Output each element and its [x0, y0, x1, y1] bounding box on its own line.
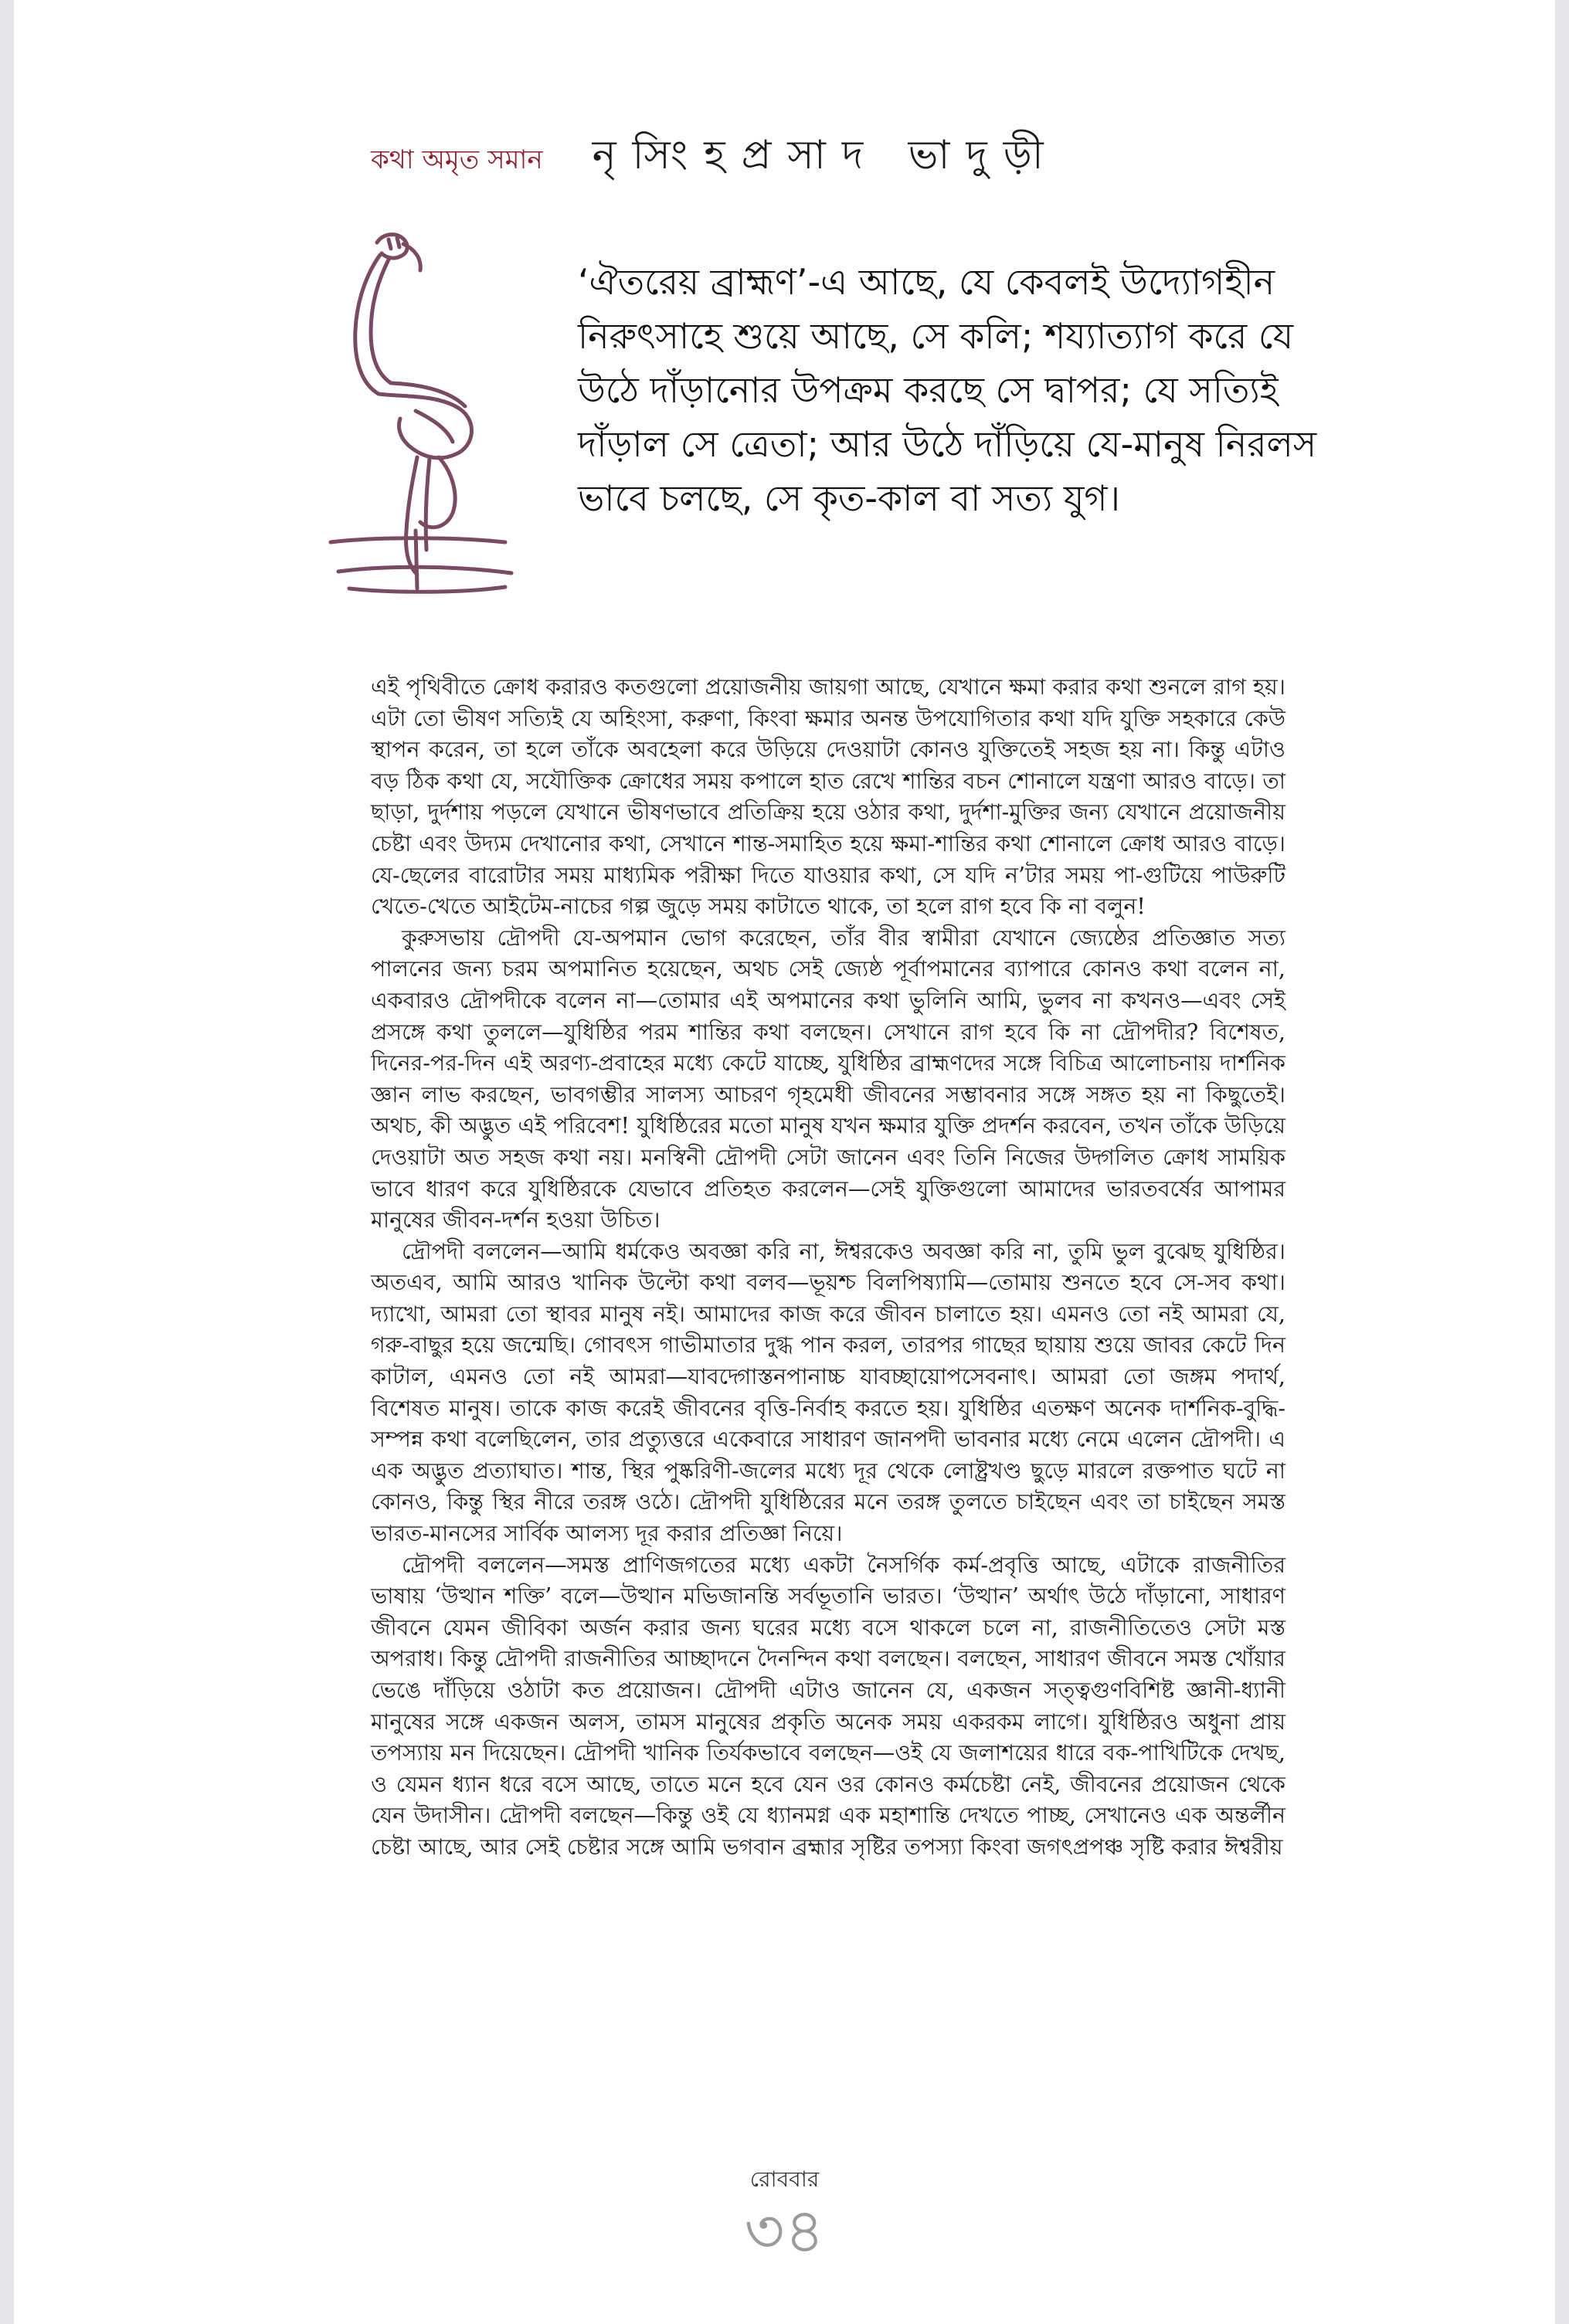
body-paragraph-4: দ্রৌপদী বললেন—সমস্ত প্রাণিজগতের মধ্যে একটা নৈসর্গিক কর্ম-প্রবৃত্তি আছে, এটাকে রাজনীতির ভাষায় ‘উত্থান শক্তি’ বলে—উত্থান মভিজানন্তি সর্বভূতানি ভারত। ‘উত্থান’ অর্থাৎ উঠে দাঁড়ানো, সাধারণ জীবনে যেমন জীবিকা অর্জন করার জন্য ঘরের মধ্যে বসে থাকলে চলে না, রাজনীতিতেও সেটা মস্ত অপরাধ। কিন্তু দ্রৌপদী রাজনীতির আচ্ছাদনে দৈনন্দিন কথা বলছেন। বলছেন, সাধারণ জীবনে সমস্ত খোঁয়ার ভেঙে দাঁড়িয়ে ওঠাটা কত প্রয়োজন। দ্রৌপদী এটাও জানেন যে, একজন সত্ত্বগুণবিশিষ্ট জ্ঞানী-ধ্যানী মানুষের সঙ্গে একজন অলস, তামস মানুষের প্রকৃতি অনেক সময় একরকম লাগে। যুধিষ্ঠিরও অধুনা প্রায় তপস্যায় মন দিয়েছেন। দ্রৌপদী খানিক তির্যকভাবে বলছেন—ওই যে জলাশয়ের ধারে বক-পাখিটিকে দেখছ, ও যেমন ধ্যান ধরে বসে আছে, তাতে মনে হবে যেন ওর কোনও কর্মচেষ্টা নেই, জীবনের প্রয়োজন থেকে যেন উদাসীন। দ্রৌপদী বলছেন—কিন্তু ওই যে ধ্যানমগ্ন এক মহাশান্তি দেখতে পাচ্ছ, সেখানেও এক অন্তর্লীন চেষ্টা আছে, আর সেই চেষ্টার সঙ্গে আমি ভগবান ব্রহ্মার সৃষ্টির তপস্যা কিংবা জগৎপ্রপঞ্চ সৃষ্টি করার ঈশ্বরীয়: [371, 1552, 1285, 1860]
page-footer: [14, 2163, 1555, 2267]
page-number: ৩৪: [744, 2195, 825, 2267]
magazine-page: [14, 0, 1555, 2324]
body-paragraph-1: এই পৃথিবীতে ক্রোধ করারও কতগুলো প্রয়োজনীয় জায়গা আছে, যেখানে ক্ষমা করার কথা শুনলে রাগ হয়। এটা তো ভীষণ সত্যিই যে অহিংসা, করুণা, কিংবা ক্ষমার অনন্ত উপযোগিতার কথা যদি যুক্তি সহকারে কেউ স্থাপন করেন, তা হলে তাঁকে অবহেলা করে উড়িয়ে দেওয়াটা কোনও যুক্তিতেই সহজ হয় না। কিন্তু এটাও বড় ঠিক কথা যে, সযৌক্তিক ক্রোধের সময় কপালে হাত রেখে শান্তির বচন শোনালে যন্ত্রণা আরও বাড়ে। তা ছাড়া, দুর্দশায় পড়লে যেখানে ভীষণভাবে প্রতিক্রিয় হয়ে ওঠার কথা, দুর্দশা-মুক্তির জন্য যেখানে প্রয়োজনীয় চেষ্টা এবং উদ্যম দেখানোর কথা, সেখানে শান্ত-সমাহিত হয়ে ক্ষমা-শান্তির কথা শোনালে ক্রোধ আরও বাড়ে। যে-ছেলের বারোটার সময় মাধ্যমিক পরীক্ষা দিতে যাওয়ার কথা, সে যদি ন’টার সময় পা-গুটিয়ে পাউরুটি খেতে-খেতে আইটেম-নাচের গল্প জুড়ে সময় কাটাতে থাকে, তা হলে রাগ হবে কি না বলুন!: [371, 674, 1285, 920]
pull-quote: ‘ঐতরেয় ব্রাহ্মণ’-এ আছে, যে কেবলই উদ্যোগহীন নিরুৎসাহে শুয়ে আছে, সে কলি; শয্যাত্যাগ করে যে উঠে দাঁড়ানোর উপক্রম করছে সে দ্বাপর; যে সত্যিই দাঁড়াল সে ত্রেতা; আর উঠে দাঁড়িয়ে যে-মানুষ নিরলস ভাবে চলছে, সে কৃত-কাল বা সত্য যুগ।: [578, 261, 1317, 519]
body-paragraph-3: দ্রৌপদী বললেন—আমি ধর্মকেও অবজ্ঞা করি না, ঈশ্বরকেও অবজ্ঞা করি না, তুমি ভুল বুঝেছ যুধিষ্ঠির। অতএব, আমি আরও খানিক উল্টো কথা বলব—ভূয়শ্চ বিলপিষ্যামি—তোমায় শুনতে হবে সে-সব কথা। দ্যাখো, আমরা তো স্থাবর মানুষ নই। আমাদের কাজ করে জীবন চালাতে হয়। এমনও তো নই আমরা যে, গরু-বাছুর হয়ে জন্মেছি। গোবৎস গাভীমাতার দুগ্ধ পান করল, তারপর গাছের ছায়ায় শুয়ে জাবর কেটে দিন কাটাল, এমনও তো নই আমরা—যাবদ্গোস্তনপানাচ্চ যাবচ্ছায়োপসেবনাৎ। আমরা তো জঙ্গম পদার্থ, বিশেষত মানুষ। তাকে কাজ করেই জীবনের বৃত্তি-নির্বাহ করতে হয়। যুধিষ্ঠির এতক্ষণ অনেক দার্শনিক-বুদ্ধি-সম্পন্ন কথা বলেছিলেন, তার প্রত্যুত্তরে একেবারে সাধারণ জানপদী ভাবনার মধ্যে নেমে এলেন দ্রৌপদী। এ এক অদ্ভুত প্রত্যাঘাত। শান্ত, স্থির পুষ্করিণী-জলের মধ্যে দূর থেকে লোষ্ট্রখণ্ড ছুড়ে মারলে রক্তপাত ঘটে না কোনও, কিন্তু স্থির নীরে তরঙ্গ ওঠে। দ্রৌপদী যুধিষ্ঠিরের মনে তরঙ্গ তুলতে চাইছেন এবং তা চাইছেন সমস্ত ভারত-মানসের সার্বিক আলস্য দূর করার প্রতিজ্ঞা নিয়ে।: [371, 1238, 1285, 1547]
magazine-name: রোববার: [749, 2166, 820, 2192]
article-header: [371, 124, 1060, 191]
author-name: নৃসিংহপ্রসাদ ভাদুড়ী: [592, 132, 1060, 178]
body-paragraph-2: কুরুসভায় দ্রৌপদী যে-অপমান ভোগ করেছেন, তাঁর বীর স্বামীরা যেখানে জ্যেষ্ঠের প্রতিজ্ঞাত সত্য পালনের জন্য চরম অপমানিত হয়েছেন, অথচ সেই জ্যেষ্ঠ পূর্বাপমানের ব্যাপারে কোনও কথা বলেন না, একবারও দ্রৌপদীকে বলেন না—তোমার এই অপমানের কথা ভুলিনি আমি, ভুলব না কখনও—এবং সেই প্রসঙ্গে কথা তুললে—যুধিষ্ঠির পরম শান্তির কথা বলছেন। সেখানে রাগ হবে কি না দ্রৌপদীর? বিশেষত, দিনের-পর-দিন এই অরণ্য-প্রবাহের মধ্যে কেটে যাচ্ছে, যুধিষ্ঠির ব্রাহ্মণদের সঙ্গে বিচিত্র আলোচনায় দার্শনিক জ্ঞান লাভ করছেন, ভাবগম্ভীর সালস্য আচরণ গৃহমেধী জীবনের সম্ভাবনার সঙ্গে সঙ্গত হয় না কিছুতেই। অথচ, কী অদ্ভুত এই পরিবেশ! যুধিষ্ঠিরের মতো মানুষ যখন ক্ষমার যুক্তি প্রদর্শন করবেন, তখন তাঁকে উড়িয়ে দেওয়াটা অত সহজ কথা নয়। মনস্বিনী দ্রৌপদী সেটা জানেন এবং তিনি নিজের উদ্গলিত ক্রোধ সাময়িক ভাবে ধারণ করে যুধিষ্ঠিরকে যেভাবে প্রতিহত করলেন—সেই যুক্তিগুলো আমাদের ভারতবর্ষের আপামর মানুষের জীবন-দর্শন হওয়া উচিত।: [371, 925, 1285, 1233]
series-title: কথা অমৃত সমান: [371, 144, 543, 175]
article-body: [371, 672, 1285, 1864]
crane-bird-drawing-icon: [323, 226, 524, 612]
